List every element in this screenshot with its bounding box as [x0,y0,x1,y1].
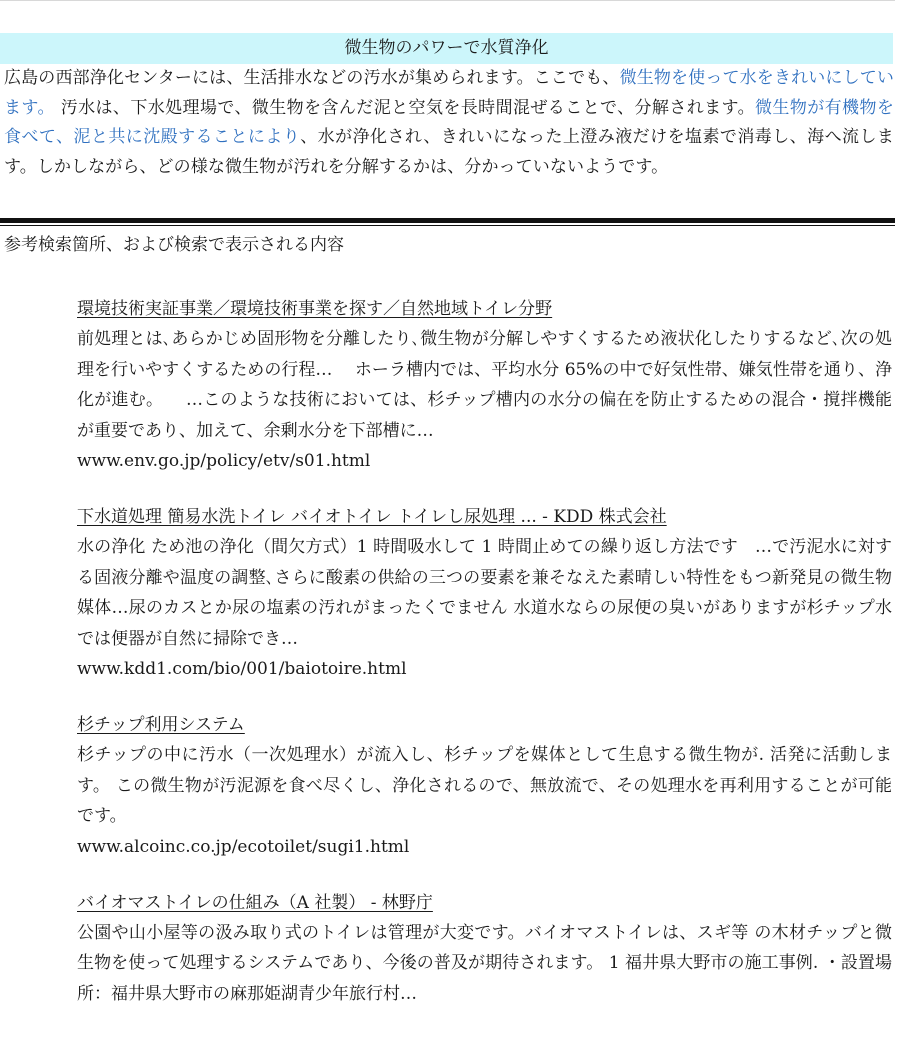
result-title-link[interactable]: 下水道処理 簡易水洗トイレ バイオトイレ トイレし尿処理 ... - KDD 株式会社 [77,507,667,527]
intro-highlight: 微生物を使って水をきれいにしています。 [4,68,894,118]
search-result [77,294,892,476]
search-results [77,294,892,1035]
intro-title: 微生物のパワーで水質浄化 [344,38,549,58]
section-heading: 参考検索箇所、および検索で表示される内容 [4,235,344,255]
result-url: www.env.go.jp/policy/etv/s01.html [77,451,371,471]
search-result [77,888,892,1010]
result-snippet: 前処理とは､あらかじめ固形物を分離したり､微生物が分解しやすくするため液状化したりするなど､次の処理を行いやすくするための行程… ホーラ槽内では、平均水分 65%の中で好気性帯、嫌気性帯を通り、浄化が進む。 …このような技術においては、杉チップ槽内の水分の偏在を防止するための混合・撹拌機能が重要であり、加えて、余剰水分を下部槽に… [77,329,892,441]
result-snippet: 公園や山小屋等の汲み取り式のトイレは管理が大変です。バイオマストイレは、スギ等 の木材チップと微生物を使って処理するシステムであり、今後の普及が期待されます。 1 福井県大野市の施工事例. ・設置場所：福井県大野市の麻那姫湖青少年旅行村… [77,922,892,1004]
intro-segment: 、水が浄化され、きれいになった上澄み液だけを塩素で消毒し、海へ流します。しかしながら、どの様な微生物が汚れを分解するかは、分かっていないようです。 [4,127,895,177]
section-divider [0,218,895,226]
result-snippet: 水の浄化 ため池の浄化（間欠方式）1 時間吸水して 1 時間止めての繰り返し方法です …で汚泥水に対する固液分離や温度の調整､さらに酸素の供給の三つの要素を兼そなえた素晴しい特性をもつ新発見の微生物媒体…尿のカスとか尿の塩素の汚れがまったくでません 水道水ならの尿便の臭いがありますが杉チップ水では便器が自然に掃除でき… [77,537,892,649]
search-result [77,502,892,684]
result-url: www.kdd1.com/bio/001/baiotoire.html [77,659,407,679]
result-snippet: 杉チップの中に汚水（一次処理水）が流入し、杉チップを媒体として生息する微生物が. 活発に活動します。 この微生物が汚泥源を食べ尽くし、浄化されるので、無放流で、その処理水を再利用することが可能です。 [77,745,892,826]
intro-paragraph [4,64,894,182]
result-title-link[interactable]: バイオマストイレの仕組み（A 社製） - 林野庁 [77,892,433,913]
top-divider [0,0,895,1]
intro-segment: 広島の西部浄化センターには、生活排水などの汚水が集められます。ここでも、 [4,68,620,88]
search-result [77,710,892,862]
result-title-link[interactable]: 環境技術実証事業／環境技術事業を探す／自然地域トイレ分野 [77,299,553,319]
result-title-link[interactable]: 杉チップ利用システム [77,715,245,735]
intro-highlight: 微生物が有機物を食べて、泥と共に沈殿することにより [4,97,894,147]
intro-segment: 汚水は、下水処理場で、微生物を含んだ泥と空気を長時間混ぜることで、分解されます。 [54,97,756,118]
result-url: www.alcoinc.co.jp/ecotoilet/sugi1.html [77,836,410,857]
intro-title-banner [0,33,893,64]
